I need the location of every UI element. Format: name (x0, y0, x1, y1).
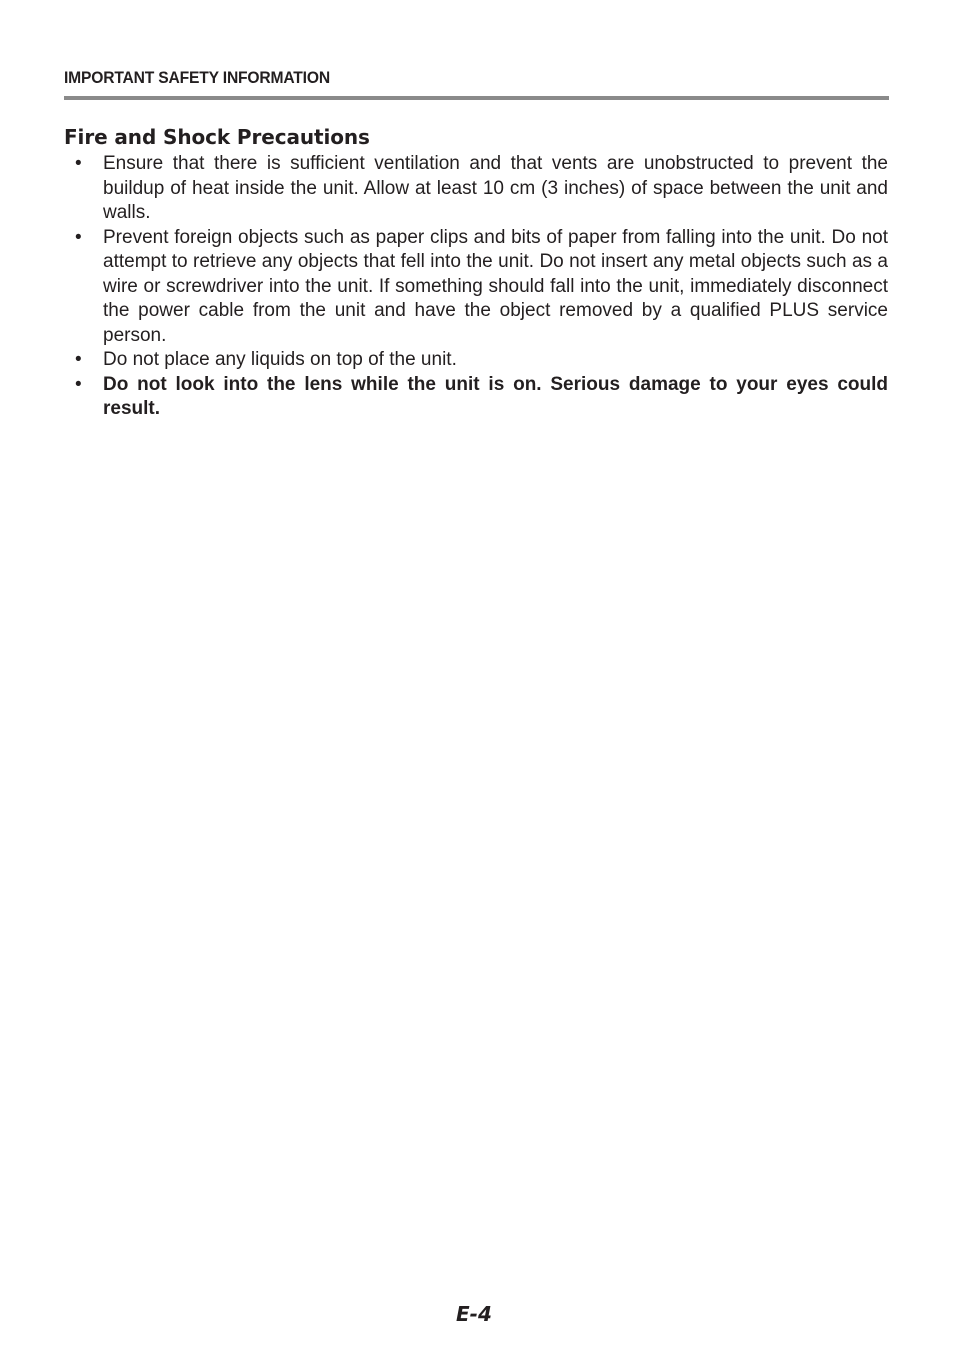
bullet-icon: • (75, 349, 82, 370)
bullet-icon: • (75, 373, 82, 395)
list-item-text: Prevent foreign objects such as paper clips and bits of paper from falling into the unit. Do not attempt to retrieve any objects that fell into the unit. Do not insert any metal objects such as a wire or screwdriver into the unit. If something should fall into the unit, immediately disconnect the power cable from the unit and have the object removed by a qualified PLUS service person. (103, 226, 888, 346)
bullet-icon: • (75, 153, 82, 174)
bullet-icon: • (75, 226, 82, 248)
section-header: IMPORTANT SAFETY INFORMATION (64, 68, 330, 87)
precautions-list (75, 152, 888, 422)
section-title: Fire and Shock Precautions (64, 125, 370, 149)
list-item (75, 226, 888, 349)
header-divider (64, 96, 889, 100)
list-item-text: Do not place any liquids on top of the unit. (103, 349, 457, 370)
list-item-warning (75, 373, 888, 422)
list-item-text: Ensure that there is sufficient ventilation and that vents are unobstructed to prevent the buildup of heat inside the unit. Allow at least 10 cm (3 inches) of space between the unit and walls. (103, 153, 888, 223)
list-item (75, 348, 888, 373)
list-item-text: Do not look into the lens while the unit is on. Serious damage to your eyes could result. (103, 373, 888, 419)
list-item (75, 152, 888, 226)
page-number: E-4 (456, 1302, 492, 1326)
